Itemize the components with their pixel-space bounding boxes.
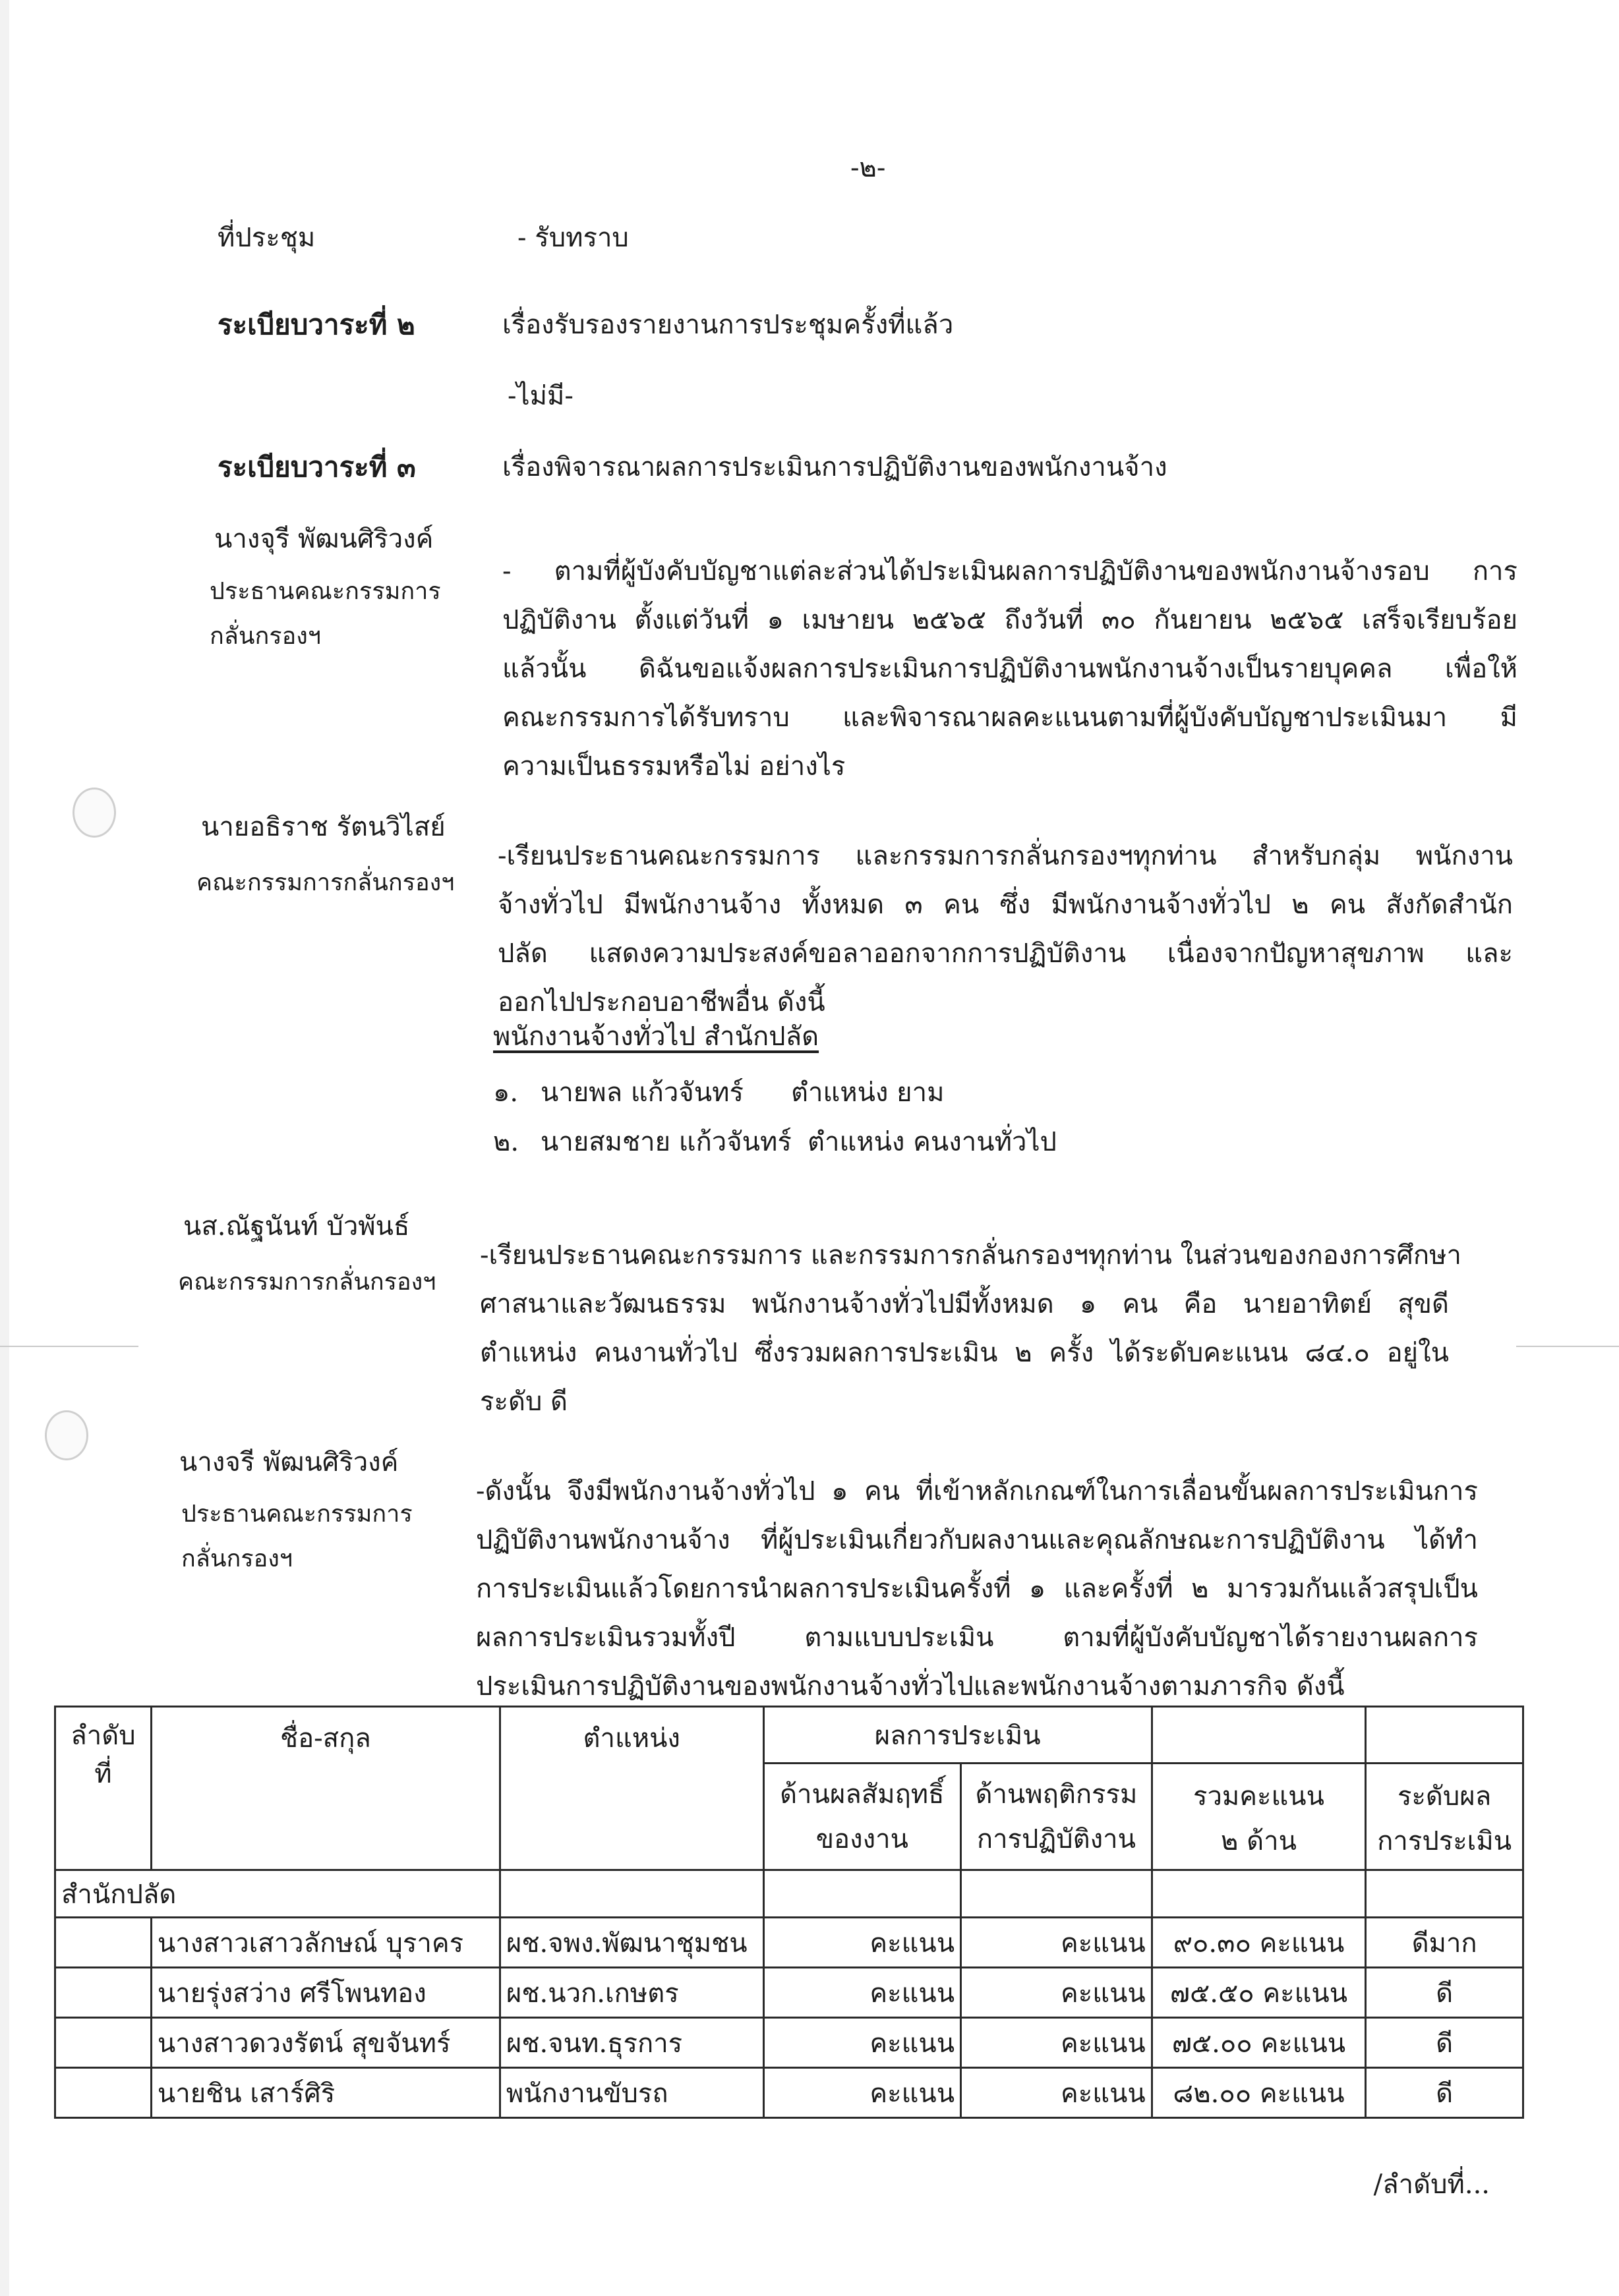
- section-blank: [961, 1870, 1152, 1918]
- agenda2-note: -ไม่มี-: [508, 381, 574, 411]
- row-behavior: คะแนน: [961, 2018, 1152, 2068]
- page-number: -๒-: [850, 153, 886, 183]
- speech2-subheading: พนักงานจ้างทั่วไป สำนักปลัด: [493, 1021, 819, 1052]
- speech3-speaker-role: คณะกรรมการกลั่นกรองฯ: [178, 1269, 436, 1296]
- header-result-group: ผลการประเมิน: [763, 1707, 1152, 1764]
- speech3-line: ศาสนาและวัฒนธรรม พนักงานจ้างทั่วไปมีทั้งหมด ๑ คน คือ นายอาทิตย์ สุขดี: [480, 1289, 1449, 1319]
- speech4-line: การประเมินแล้วโดยการนำผลการประเมินครั้งที่ ๑ และครั้งที่ ๒ มารวมกันแล้วสรุปเป็น: [476, 1574, 1478, 1604]
- header-achievement-line1: ด้านผลสัมฤทธิ์: [780, 1779, 945, 1810]
- header-position: ตำแหน่ง: [500, 1707, 763, 1870]
- speech1-line: ปฏิบัติงาน ตั้งแต่วันที่ ๑ เมษายน ๒๕๖๕ ถึงวันที่ ๓๐ กันยายน ๒๕๖๕ เสร็จเรียบร้อย: [502, 605, 1517, 635]
- punch-hole-top: [73, 788, 116, 838]
- header-no-line1: ลำดับ: [71, 1721, 136, 1751]
- section-label: สำนักปลัด: [55, 1870, 500, 1918]
- speech2-speaker-name: นายอธิราช รัตนวิไสย์: [201, 812, 446, 842]
- header-blank: [1152, 1707, 1365, 1764]
- agenda3-title: เรื่องพิจารณาผลการประเมินการปฏิบัติงานของพนักงานจ้าง: [502, 452, 1167, 482]
- header-level-line1: ระดับผล: [1397, 1781, 1492, 1812]
- speech2-item-name: นายพล แก้วจันทร์: [541, 1077, 744, 1108]
- speech2-line: จ้างทั่วไป มีพนักงานจ้าง ทั้งหมด ๓ คน ซึ่ง มีพนักงานจ้างทั่วไป ๒ คน สังกัดสำนัก: [498, 890, 1513, 920]
- speech2-line: ปลัด แสดงความประสงค์ขอลาออกจากการปฏิบัติงาน เนื่องจากปัญหาสุขภาพ และ: [498, 938, 1513, 969]
- speech3-line: ระดับ ดี: [480, 1387, 568, 1417]
- header-blank: [1366, 1707, 1523, 1764]
- agenda2-label: ระเบียบวาระที่ ๒: [218, 308, 415, 341]
- row-level: ดีมาก: [1366, 1918, 1523, 1968]
- scan-artifact-line: [0, 1346, 138, 1347]
- speech4-line: ปฏิบัติงานพนักงานจ้าง ที่ผู้ประเมินเกี่ยวกับผลงานและคุณลักษณะการปฏิบัติงาน ได้ทำ: [476, 1525, 1478, 1555]
- header-name: ชื่อ-สกุล: [151, 1707, 500, 1870]
- speech1-line: คณะกรรมการได้รับทราบ และพิจารณาผลคะแนนตามที่ผู้บังคับบัญชาประเมินมา มี: [502, 703, 1517, 733]
- row-achievement: คะแนน: [763, 2018, 961, 2068]
- row-no: [55, 1918, 152, 1968]
- evaluation-table: [54, 1706, 1524, 2119]
- speech4-paragraph: [476, 1467, 1478, 1711]
- speech1-speaker-role: ประธานคณะกรรมการ: [210, 578, 441, 605]
- table-section-row: [55, 1870, 1523, 1918]
- row-name: นายรุ่งสว่าง ศรีโพนทอง: [151, 1968, 500, 2018]
- row-total: ๗๕.๕๐ คะแนน: [1152, 1968, 1365, 2018]
- header-total-line2: ๒ ด้าน: [1221, 1826, 1297, 1856]
- header-level-line2: การประเมิน: [1377, 1826, 1512, 1856]
- speech2-item-position: ตำแหน่ง ยาม: [791, 1077, 945, 1108]
- section-blank: [1152, 1870, 1365, 1918]
- table-row: [55, 2068, 1523, 2118]
- speech1-speaker-role-cont: กลั่นกรองฯ: [210, 623, 322, 650]
- meeting-speaker: ที่ประชุม: [218, 223, 316, 253]
- row-total: ๙๐.๓๐ คะแนน: [1152, 1918, 1365, 1968]
- header-behavior-line2: การปฏิบัติงาน: [976, 1823, 1136, 1854]
- table-header-row: [55, 1707, 1523, 1764]
- section-blank: [763, 1870, 961, 1918]
- row-behavior: คะแนน: [961, 2068, 1152, 2118]
- row-no: [55, 1968, 152, 2018]
- speech2-line: -เรียนประธานคณะกรรมการ และกรรมการกลั่นกรองฯทุกท่าน สำหรับกลุ่ม พนักงาน: [498, 841, 1513, 871]
- row-level: ดี: [1366, 2068, 1523, 2118]
- header-achievement: [763, 1764, 961, 1870]
- speech3-line: -เรียนประธานคณะกรรมการ และกรรมการกลั่นกรองฯทุกท่าน ในส่วนของกองการศึกษา: [480, 1240, 1461, 1271]
- speech2-item-no: ๒.: [493, 1127, 519, 1157]
- speech4-speaker-name: นางจรี พัฒนศิริวงค์: [179, 1447, 399, 1478]
- punch-hole-bottom: [45, 1410, 88, 1460]
- table-row: [55, 1918, 1523, 1968]
- row-behavior: คะแนน: [961, 1918, 1152, 1968]
- speech4-speaker-role-cont: กลั่นกรองฯ: [181, 1545, 293, 1572]
- speech2-paragraph: [498, 832, 1513, 1027]
- header-achievement-line2: ของงาน: [815, 1823, 908, 1854]
- header-level: [1366, 1764, 1523, 1870]
- speech1-line: แล้วนั้น ดิฉันขอแจ้งผลการประเมินการปฏิบัติงานพนักงานจ้างเป็นรายบุคคล เพื่อให้: [502, 654, 1517, 684]
- speech1-line: - ตามที่ผู้บังคับบัญชาแต่ละส่วนได้ประเมินผลการปฏิบัติงานของพนักงานจ้างรอบ การ: [502, 556, 1517, 587]
- row-total: ๗๕.๐๐ คะแนน: [1152, 2018, 1365, 2068]
- speech2-item-position: ตำแหน่ง คนงานทั่วไป: [808, 1127, 1057, 1157]
- row-name: นางสาวเสาวลักษณ์ บุราคร: [151, 1918, 500, 1968]
- speech1-line: ความเป็นธรรมหรือไม่ อย่างไร: [502, 751, 846, 782]
- row-achievement: คะแนน: [763, 1918, 961, 1968]
- row-achievement: คะแนน: [763, 1968, 961, 2018]
- row-name: นางสาวดวงรัตน์ สุขจันทร์: [151, 2018, 500, 2068]
- agenda2-title: เรื่องรับรองรายงานการประชุมครั้งที่แล้ว: [502, 310, 954, 340]
- row-name: นายชิน เสาร์ศิริ: [151, 2068, 500, 2118]
- header-no: [55, 1707, 152, 1870]
- speech3-speaker-name: นส.ณัฐนันท์ บัวพันธ์: [183, 1211, 410, 1242]
- continuation-note: /ลำดับที่...: [1373, 2169, 1490, 2200]
- speech3-paragraph: [480, 1231, 1461, 1426]
- row-no: [55, 2018, 152, 2068]
- table-row: [55, 1968, 1523, 2018]
- row-position: พนักงานขับรถ: [500, 2068, 763, 2118]
- speech2-line: ออกไปประกอบอาชีพอื่น ดังนี้: [498, 987, 825, 1018]
- row-behavior: คะแนน: [961, 1968, 1152, 2018]
- header-behavior: [961, 1764, 1152, 1870]
- row-total: ๘๒.๐๐ คะแนน: [1152, 2068, 1365, 2118]
- header-behavior-line1: ด้านพฤติกรรม: [975, 1779, 1138, 1810]
- speech4-line: ประเมินการปฏิบัติงานของพนักงานจ้างทั่วไปและพนักงานจ้างตามภารกิจ ดังนี้: [476, 1671, 1345, 1702]
- speech4-line: ผลการประเมินรวมทั้งปี ตามแบบประเมิน ตามที่ผู้บังคับบัญชาได้รายงานผลการ: [476, 1622, 1478, 1653]
- row-achievement: คะแนน: [763, 2068, 961, 2118]
- speech4-speaker-role: ประธานคณะกรรมการ: [181, 1501, 413, 1528]
- header-no-line2: ที่: [94, 1759, 112, 1789]
- row-position: ผช.จนท.ธุรการ: [500, 2018, 763, 2068]
- scan-artifact-line-right: [1516, 1346, 1619, 1347]
- section-blank: [1366, 1870, 1523, 1918]
- header-total-line1: รวมคะแนน: [1192, 1781, 1324, 1812]
- section-blank: [500, 1870, 763, 1918]
- speech1-speaker-name: นางจุรี พัฒนศิริวงค์: [214, 524, 434, 554]
- speech2-item-no: ๑.: [493, 1077, 519, 1108]
- header-total: [1152, 1764, 1365, 1870]
- row-position: ผช.จพง.พัฒนาชุมชน: [500, 1918, 763, 1968]
- row-position: ผช.นวก.เกษตร: [500, 1968, 763, 2018]
- row-level: ดี: [1366, 1968, 1523, 2018]
- speech2-item-name: นายสมชาย แก้วจันทร์: [541, 1127, 792, 1157]
- meeting-ack-text: - รับทราบ: [517, 223, 629, 253]
- row-no: [55, 2068, 152, 2118]
- speech3-line: ตำแหน่ง คนงานทั่วไป ซึ่งรวมผลการประเมิน ๒ ครั้ง ได้ระดับคะแนน ๘๔.๐ อยู่ใน: [480, 1338, 1449, 1368]
- speech2-speaker-role: คณะกรรมการกลั่นกรองฯ: [196, 869, 455, 896]
- row-level: ดี: [1366, 2018, 1523, 2068]
- speech1-paragraph: [502, 547, 1517, 791]
- agenda3-label: ระเบียบวาระที่ ๓: [218, 451, 416, 483]
- table-row: [55, 2018, 1523, 2068]
- speech4-line: -ดังนั้น จึงมีพนักงานจ้างทั่วไป ๑ คน ที่เข้าหลักเกณฑ์ในการเลื่อนขั้นผลการประเมินการ: [476, 1476, 1478, 1507]
